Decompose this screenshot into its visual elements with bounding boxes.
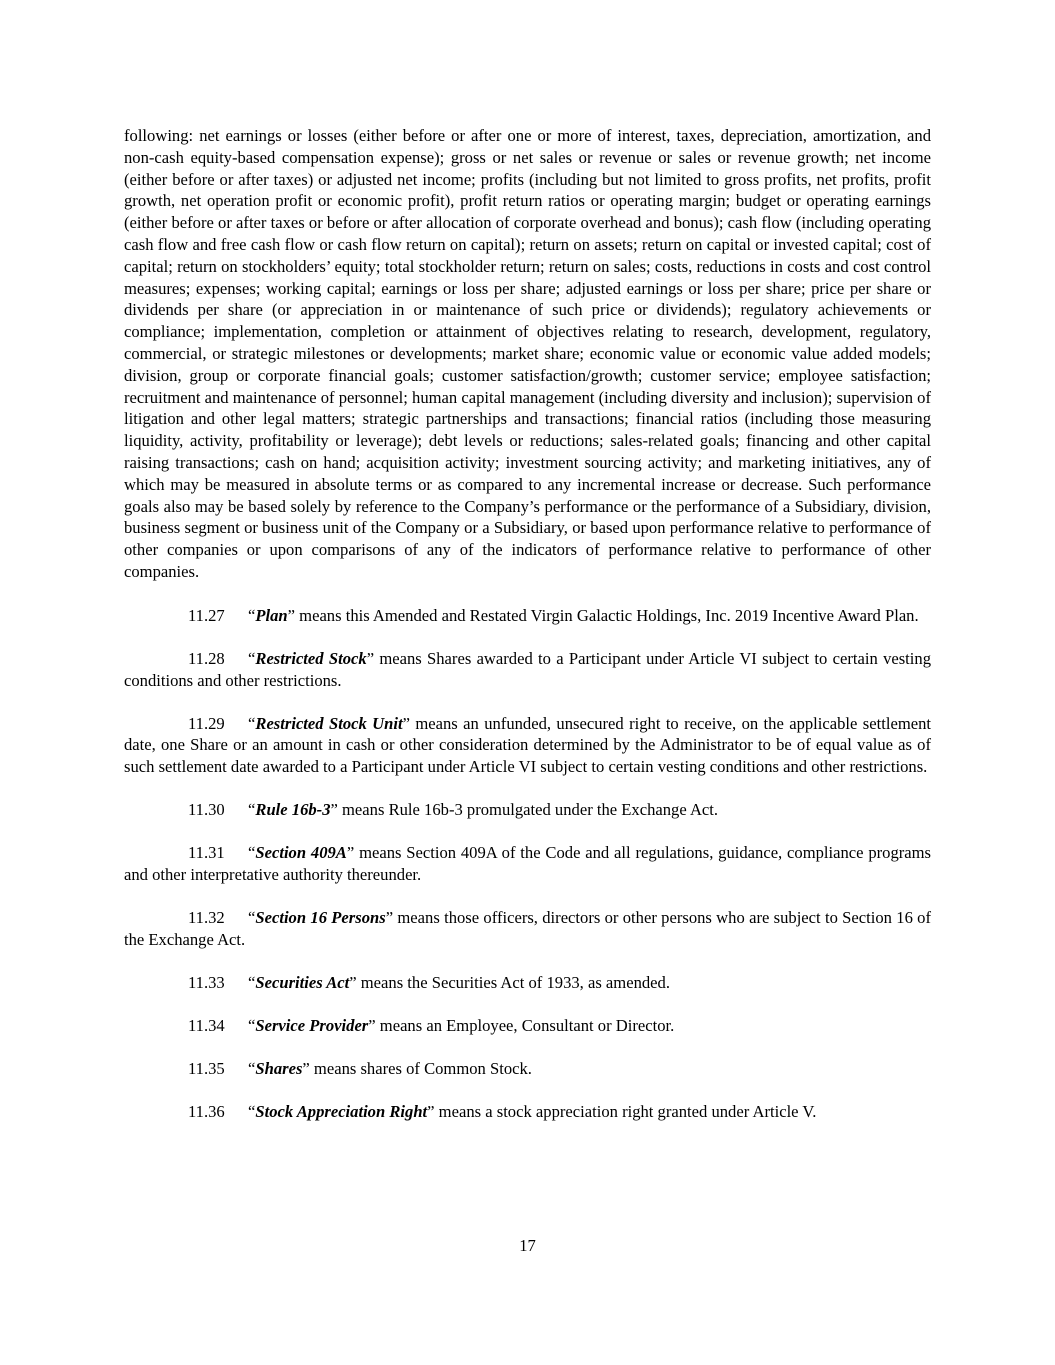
definition-section-409a: 11.31 “Section 409A” means Section 409A of the Code and all regulations, guidance, compliance programs and other interpretative authority thereunder. (124, 843, 932, 884)
definition-text: ” means an Employee, Consultant or Director. (368, 1015, 675, 1035)
defined-term: Section 16 Persons (255, 907, 386, 927)
section-number: 11.29 (188, 713, 225, 733)
definition-text: ” means Rule 16b-3 promulgated under the Exchange Act. (330, 800, 719, 820)
section-number: 11.30 (188, 800, 225, 820)
definition-text: ” means an unfunded, unsecured right to receive, on the applicable settlement date, one Share or an amount in cash or other consideration determined by the Administrator to be of equal value as of such settlement date awarded to a Participant under Article VI subject to certain vesting conditions and other restrictions. (124, 713, 931, 777)
intro-paragraph: following: net earnings or losses (either before or after one or more of interest, taxes, depreciation, amortization, and non-cash equity-based compensation expense); gross or net sales or revenue or sales or revenue growth; net income (either before or after taxes) or adjusted net income; profits (including but not limited to gross profits, net profits, profit growth, net operation profit or economic profit), profit return ratios or operating margin; budget or operating earnings (either before or after taxes or before or after allocation of corporate overhead and bonus); cash flow (including operating cash flow and free cash flow or cash flow return on capital); return on assets; return on capital or invested capital; cost of capital; return on stockholders’ equity; total stockholder return; return on sales; costs, reductions in costs and cost control measures; expenses; working capital; earnings or loss per share; adjusted earnings or loss per share; price per share or dividends per share (or appreciation in or maintenance of such price or dividends); regulatory achievements or compliance; implementation, completion or attainment of objectives relating to research, development, regulatory, commercial, or strategic milestones or developments; market share; economic value or economic value added models; division, group or corporate financial goals; customer satisfaction/growth; customer service; employee satisfaction; recruitment and maintenance of personnel; human capital management (including diversity and inclusion); supervision of litigation and other legal matters; strategic partnerships and transactions; financial ratios (including those measuring liquidity, activity, profitability or leverage); debt levels or reductions; sales-related goals; financing and other capital raising transactions; cash on hand; acquisition activity; investment sourcing activity; and marketing initiatives, any of which may be measured in absolute terms or as compared to any incremental increase or decrease. Such performance goals also may be based solely by reference to the Company’s performance or the performance of a Subsidiary, division, business segment or business unit of the Company or a Subsidiary, or based upon performance relative to performance of other companies or upon comparisons of any of the indicators of performance relative to performance of other companies. (124, 126, 931, 581)
section-number: 11.34 (188, 1015, 225, 1035)
section-number: 11.32 (188, 907, 225, 927)
section-number: 11.36 (188, 1101, 225, 1121)
definition-securities-act: 11.33 “Securities Act” means the Securities Act of 1933, as amended. (188, 972, 670, 992)
defined-term: Stock Appreciation Right (255, 1101, 428, 1121)
section-number: 11.28 (188, 648, 225, 668)
definition-text: ” means a stock appreciation right granted under Article V. (427, 1101, 817, 1121)
definition-restricted-stock-unit: 11.29 “Restricted Stock Unit” means an unfunded, unsecured right to receive, on the applicable settlement date, one Share or an amount in cash or other consideration determined by the Administrator to be of equal value as of such settlement date awarded to a Participant under Article VI subject to certain vesting conditions and other restrictions. (124, 713, 931, 777)
definition-text: ” means Shares awarded to a Participant under Article VI subject to certain vesting conditions and other restrictions. (124, 648, 931, 690)
defined-term: Service Provider (255, 1015, 369, 1035)
definition-service-provider: 11.34 “Service Provider” means an Employee, Consultant or Director. (188, 1015, 675, 1035)
definition-section-16-persons: 11.32 “Section 16 Persons” means those officers, directors or other persons who are subject to Section 16 of the Exchange Act. (124, 907, 931, 949)
definition-restricted-stock: 11.28 “Restricted Stock” means Shares awarded to a Participant under Article VI subject to certain vesting conditions and other restrictions. (124, 648, 931, 690)
definition-text: ” means this Amended and Restated Virgin Galactic Holdings, Inc. 2019 Incentive Award Plan. (287, 605, 919, 625)
defined-term: Rule 16b-3 (255, 800, 331, 820)
definition-stock-appreciation-right: 11.36 “Stock Appreciation Right” means a stock appreciation right granted under Article V. (188, 1101, 817, 1121)
definition-text: ” means Section 409A of the Code and all regulations, guidance, compliance programs and other interpretative authority thereunder. (124, 843, 932, 884)
section-number: 11.35 (188, 1058, 225, 1078)
definition-plan: 11.27 “Plan” means this Amended and Restated Virgin Galactic Holdings, Inc. 2019 Incentive Award Plan. (188, 605, 919, 625)
defined-term: Restricted Stock (255, 648, 367, 668)
document-page (124, 125, 931, 1144)
section-number: 11.31 (188, 843, 225, 863)
page-number: 17 (519, 1236, 536, 1255)
defined-term: Shares (255, 1058, 303, 1078)
section-number: 11.27 (188, 605, 225, 625)
defined-term: Restricted Stock Unit (255, 713, 403, 733)
defined-term: Section 409A (255, 843, 347, 863)
definition-rule-16b-3: 11.30 “Rule 16b-3” means Rule 16b-3 promulgated under the Exchange Act. (188, 800, 719, 820)
definition-text: ” means the Securities Act of 1933, as amended. (349, 972, 670, 992)
definition-text: ” means shares of Common Stock. (302, 1058, 532, 1078)
defined-term: Securities Act (255, 972, 350, 992)
section-number: 11.33 (188, 972, 225, 992)
definition-shares: 11.35 “Shares” means shares of Common Stock. (188, 1058, 532, 1078)
definition-text: ” means those officers, directors or other persons who are subject to Section 16 of the Exchange Act. (124, 907, 931, 949)
defined-term: Plan (255, 605, 288, 625)
